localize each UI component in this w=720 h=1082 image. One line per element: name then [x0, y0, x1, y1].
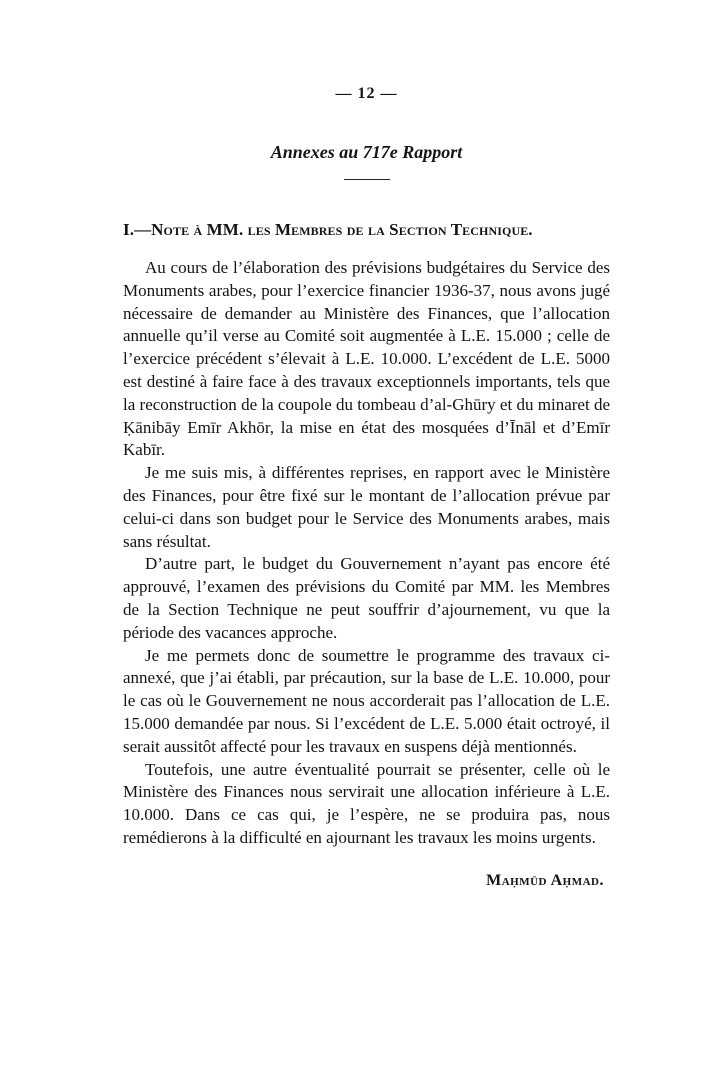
- paragraph-2: Je me suis mis, à différentes reprises, en rapport avec le Ministère des Finances, pour être fixé sur le montant de l’allocation prévue par celui-ci dans son budget pour le Service des Monuments arabes, mais sans résultat.: [123, 463, 610, 551]
- paragraph-3: D’autre part, le budget du Gouvernement n’ayant pas encore été approuvé, l’examen des prévisions du Comité par MM. les Membres de la Section Technique ne peut souffrir d’ajournement, vu que la période des vacances approche.: [123, 554, 610, 642]
- paragraph-5: Toutefois, une autre éventualité pourrait se présenter, celle où le Ministère des Finances nous servirait une allocation inférieure à L.E. 10.000. Dans ce cas qui, je l’espère, ne se produira pas, nous remédierons à la difficulté en ajournant les travaux les moins urgents.: [123, 759, 610, 847]
- annex-title: Annexes au 717e Rapport: [270, 142, 463, 162]
- paragraph-1: Au cours de l’élaboration des prévisions budgétaires du Service des Monuments arabes, pour l’exercice financier 1936-37, nous avons jugé nécessaire de demander au Ministère des Finances, que l’allocation annuelle qu’il verse au Comité soit augmentée à L.E. 15.000 ; celle de l’exercice précédent s’élevait à L.E. 10.000. L’excédent de L.E. 5000 est destiné à faire face à des travaux exceptionnels importants, tels que la reconstruction de la coupole du tombeau d’al-Ghūry et du minaret de Ḳānibāy Emīr Akhōr, la mise en état des mosquées d’Īnāl et d’Emīr Kabīr.: [123, 258, 610, 460]
- document-page: [123, 84, 610, 890]
- page-number: — 12 —: [335, 85, 398, 102]
- title-divider: [344, 179, 390, 180]
- paragraph-4: Je me permets donc de soumettre le programme des travaux ci-annexé, que j’ai établi, par précaution, sur la base de L.E. 10.000, pour le cas où le Gouvernement ne nous accorderait pas l’allocation de L.E. 15.000 demandée par nous. Si l’excédent de L.E. 5.000 était octroyé, il serait aussitôt affecté pour les travaux en suspens déjà mentionnés.: [123, 645, 610, 756]
- note-body: [123, 257, 610, 850]
- section-heading: I.—Note à MM. les Membres de la Section Technique.: [123, 220, 533, 239]
- signature: Maḥmūd Aḥmad.: [486, 871, 604, 889]
